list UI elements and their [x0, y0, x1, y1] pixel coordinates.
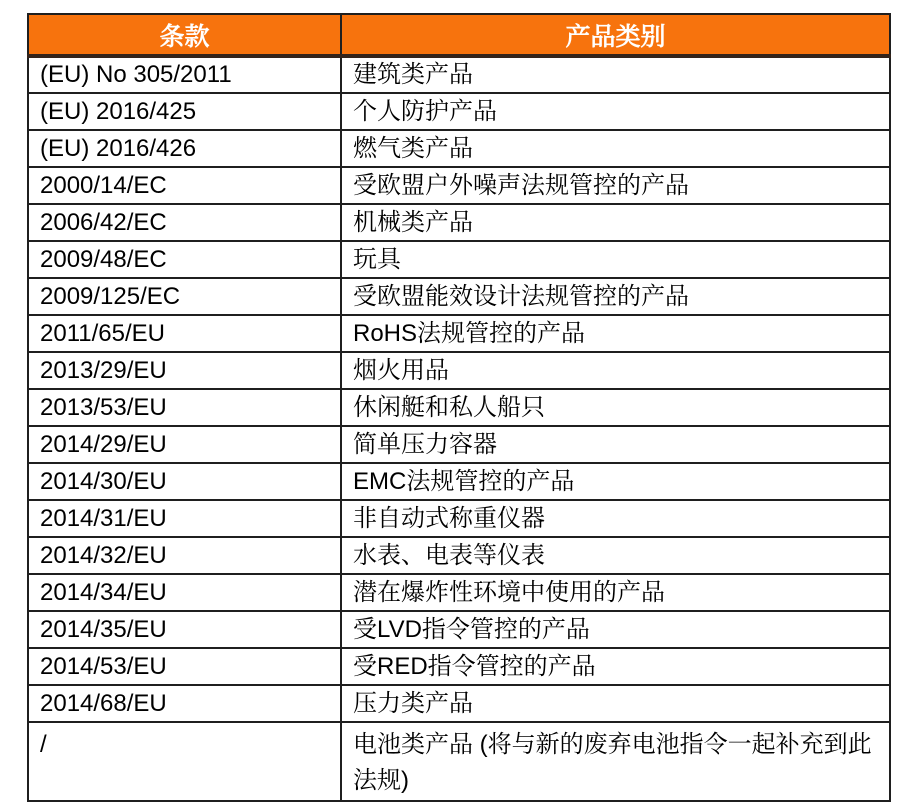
- category-cell: 燃气类产品: [341, 130, 890, 167]
- table-row: [28, 278, 890, 315]
- category-cell: 个人防护产品: [341, 93, 890, 130]
- category-cell: 受LVD指令管控的产品: [341, 611, 890, 648]
- clause-cell: (EU) No 305/2011: [28, 56, 341, 93]
- category-cell: 简单压力容器: [341, 426, 890, 463]
- clause-cell: 2014/34/EU: [28, 574, 341, 611]
- category-cell: 电池类产品 (将与新的废弃电池指令一起补充到此法规): [341, 722, 890, 801]
- category-cell: 受欧盟户外噪声法规管控的产品: [341, 167, 890, 204]
- clause-cell: 2009/48/EC: [28, 241, 341, 278]
- table-row: [28, 93, 890, 130]
- table-row: [28, 241, 890, 278]
- category-cell: 机械类产品: [341, 204, 890, 241]
- clause-cell: /: [28, 722, 341, 801]
- clause-cell: 2006/42/EC: [28, 204, 341, 241]
- table-row: [28, 574, 890, 611]
- clause-cell: 2014/31/EU: [28, 500, 341, 537]
- clause-cell: 2014/68/EU: [28, 685, 341, 722]
- category-cell: EMC法规管控的产品: [341, 463, 890, 500]
- category-cell: 烟火用品: [341, 352, 890, 389]
- table-row: [28, 611, 890, 648]
- clause-cell: (EU) 2016/425: [28, 93, 341, 130]
- category-cell: 潜在爆炸性环境中使用的产品: [341, 574, 890, 611]
- table-row: [28, 352, 890, 389]
- table-row: [28, 167, 890, 204]
- category-cell: 玩具: [341, 241, 890, 278]
- clause-cell: 2013/29/EU: [28, 352, 341, 389]
- category-cell: 水表、电表等仪表: [341, 537, 890, 574]
- table-row: [28, 315, 890, 352]
- table-row: [28, 389, 890, 426]
- clause-cell: 2014/35/EU: [28, 611, 341, 648]
- header-row: [28, 14, 890, 56]
- clause-cell: 2014/30/EU: [28, 463, 341, 500]
- category-cell: 建筑类产品: [341, 56, 890, 93]
- header-cell-clause: 条款: [28, 14, 341, 56]
- clause-cell: 2014/32/EU: [28, 537, 341, 574]
- table-row: [28, 204, 890, 241]
- clause-cell: 2014/29/EU: [28, 426, 341, 463]
- category-cell: 非自动式称重仪器: [341, 500, 890, 537]
- category-cell: 休闲艇和私人船只: [341, 389, 890, 426]
- clause-cell: 2011/65/EU: [28, 315, 341, 352]
- table-row: [28, 463, 890, 500]
- clause-cell: 2009/125/EC: [28, 278, 341, 315]
- table-row: [28, 500, 890, 537]
- clause-cell: (EU) 2016/426: [28, 130, 341, 167]
- clause-cell: 2013/53/EU: [28, 389, 341, 426]
- table-row: [28, 722, 890, 801]
- category-cell: 受欧盟能效设计法规管控的产品: [341, 278, 890, 315]
- clause-cell: 2014/53/EU: [28, 648, 341, 685]
- table-header: [28, 14, 890, 56]
- table-body: [28, 56, 890, 801]
- category-cell: RoHS法规管控的产品: [341, 315, 890, 352]
- header-cell-category: 产品类别: [341, 14, 890, 56]
- table-row: [28, 648, 890, 685]
- category-cell: 受RED指令管控的产品: [341, 648, 890, 685]
- table-row: [28, 426, 890, 463]
- clause-cell: 2000/14/EC: [28, 167, 341, 204]
- table-row: [28, 537, 890, 574]
- table-row: [28, 685, 890, 722]
- eu-directive-table: [27, 13, 891, 802]
- category-cell: 压力类产品: [341, 685, 890, 722]
- table-row: [28, 56, 890, 93]
- table-row: [28, 130, 890, 167]
